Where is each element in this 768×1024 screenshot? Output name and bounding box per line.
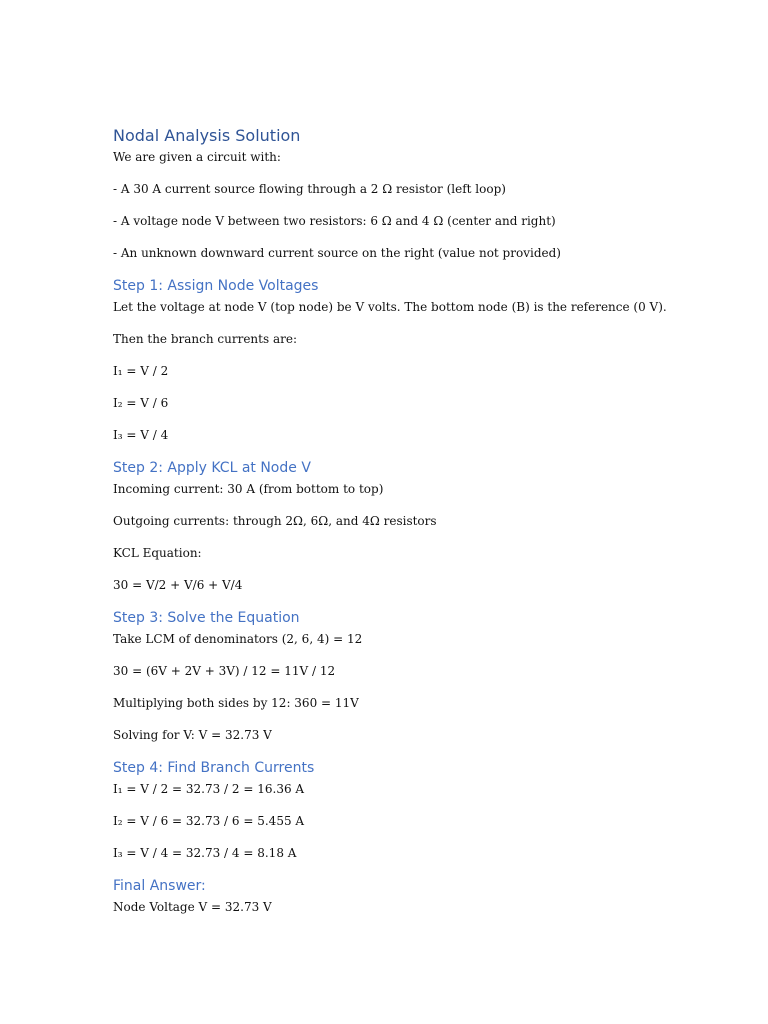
step4-line: I₃ = V / 4 = 32.73 / 4 = 8.18 A	[113, 846, 297, 860]
step3-heading: Step 3: Solve the Equation	[113, 610, 300, 626]
step1-heading: Step 1: Assign Node Voltages	[113, 278, 319, 294]
step2-line: Outgoing currents: through 2Ω, 6Ω, and 4Ω resistors	[113, 514, 437, 528]
step4-line: I₁ = V / 2 = 32.73 / 2 = 16.36 A	[113, 782, 305, 796]
step1-line: Then the branch currents are:	[113, 332, 297, 346]
intro-line: - A voltage node V between two resistors: 6 Ω and 4 Ω (center and right)	[113, 214, 556, 228]
step4-line: I₂ = V / 6 = 32.73 / 6 = 5.455 A	[113, 814, 305, 828]
step1-line: Let the voltage at node V (top node) be V volts. The bottom node (B) is the reference (0 V).	[113, 300, 667, 314]
step2-line: KCL Equation:	[113, 546, 202, 560]
step2-heading: Step 2: Apply KCL at Node V	[113, 460, 311, 476]
document-title: Nodal Analysis Solution	[113, 126, 301, 145]
step3-line: Take LCM of denominators (2, 6, 4) = 12	[113, 632, 363, 646]
step1-line: I₁ = V / 2	[113, 364, 169, 378]
intro-line: We are given a circuit with:	[113, 150, 281, 164]
step1-line: I₃ = V / 4	[113, 428, 169, 442]
document-body	[113, 125, 713, 917]
step1-line: I₂ = V / 6	[113, 396, 169, 410]
step3-line: 30 = (6V + 2V + 3V) / 12 = 11V / 12	[113, 664, 336, 678]
step3-line: Multiplying both sides by 12: 360 = 11V	[113, 696, 359, 710]
intro-line: - A 30 A current source flowing through a 2 Ω resistor (left loop)	[113, 182, 506, 196]
step4-heading: Step 4: Find Branch Currents	[113, 760, 315, 776]
step3-line: Solving for V: V = 32.73 V	[113, 728, 272, 742]
intro-line: - An unknown downward current source on the right (value not provided)	[113, 246, 561, 260]
step2-line: Incoming current: 30 A (from bottom to top)	[113, 482, 384, 496]
final-answer-heading: Final Answer:	[113, 878, 206, 894]
step2-line: 30 = V/2 + V/6 + V/4	[113, 578, 243, 592]
final-answer-line: Node Voltage V = 32.73 V	[113, 900, 272, 914]
